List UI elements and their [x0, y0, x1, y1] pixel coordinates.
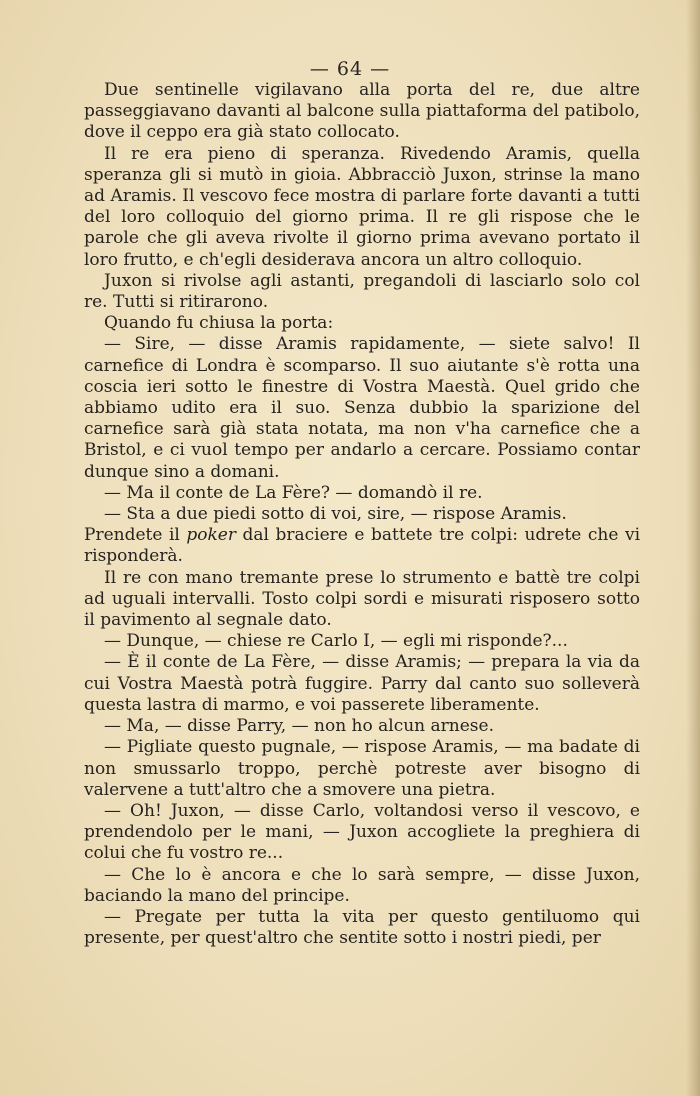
paragraph: Il re con mano tremante prese lo strumento e battè tre colpi ad uguali intervalli. Tosto colpi sordi e misurati risposero sotto il pavimento al segnale dato. — [84, 567, 640, 631]
page-number: — 64 — — [309, 58, 391, 80]
poker-text-before: Prendete il — [84, 525, 187, 546]
paragraph: Il re era pieno di speranza. Rivedendo Aramis, quella speranza gli si mutò in gioia. Abbracciò Juxon, strinse la mano ad Aramis. Il vescovo fece mostra di parlare forte davanti a tutti del loro colloquio del giorno prima. Il re gli rispose che le parole che gli aveva rivolte il giorno prima avevano portato il loro frutto, e ch'egli desiderava ancora un altro colloquio. — [84, 143, 640, 270]
paragraph: — Dunque, — chiese re Carlo I, — egli mi risponde?... — [104, 631, 568, 652]
paragraph: Juxon si rivolse agli astanti, pregandoli di lasciarlo solo col re. Tutti si ritirarono. — [84, 270, 640, 313]
paragraph: Due sentinelle vigilavano alla porta del re, due altre passeggiavano davanti al balcone sulla piattaforma del patibolo, dove il ceppo era già stato collocato. — [84, 80, 640, 143]
paragraph: — Sire, — disse Aramis rapidamente, — siete salvo! Il carnefice di Londra è scomparso. Il suo aiutante s'è rotta una coscia ieri sotto le finestre di Vostra Maestà. Quel grido che abbiamo udito era il suo. Senza dubbio la sparizione del carnefice sarà già stata notata, ma non v'ha carnefice che a Bristol, e ci vuol tempo per andarlo a cercare. Possiamo contar dunque sino a domani. — [84, 334, 640, 482]
paragraph: — Che lo è ancora e che lo sarà sempre, — disse Juxon, baciando la mano del principe. — [84, 864, 640, 906]
page-edge-shadow — [686, 0, 700, 1096]
body-text — [84, 80, 640, 949]
paragraph: — Pigliate questo pugnale, — rispose Aramis, — ma badate di non smussarlo troppo, perchè potreste aver bisogno di valervene a tutt'altro che a smovere una pietra. — [84, 737, 640, 800]
poker-text-after: dal braciere e battete tre colpi: udrete che vi risponderà. — [84, 525, 641, 567]
paragraph: — Sta a due piedi sotto di voi, sire, — rispose Aramis. — [104, 504, 567, 525]
paragraph: Quando fu chiusa la porta: — [104, 313, 334, 334]
paragraph: — Ma, — disse Parry, — non ho alcun arnese. — [104, 716, 494, 737]
paragraph: — Oh! Juxon, — disse Carlo, voltandosi verso il vescovo, e prendendolo per le mani, — Juxon accogliete la preghiera di colui che fu vostro re... — [84, 800, 640, 864]
paragraph-poker — [84, 525, 640, 567]
paragraph: — Pregate per tutta la vita per questo gentiluomo qui presente, per quest'altro che sentite sotto i nostri piedi, per — [84, 906, 640, 949]
poker-word: poker — [186, 525, 236, 546]
paragraph: — Ma il conte de La Fère? — domandò il re. — [104, 482, 483, 503]
paragraph: — È il conte de La Fère, — disse Aramis; — prepara la via da cui Vostra Maestà potrà fuggire. Parry dal canto suo solleverà questa lastra di marmo, e voi passerete liberamente. — [84, 652, 640, 715]
